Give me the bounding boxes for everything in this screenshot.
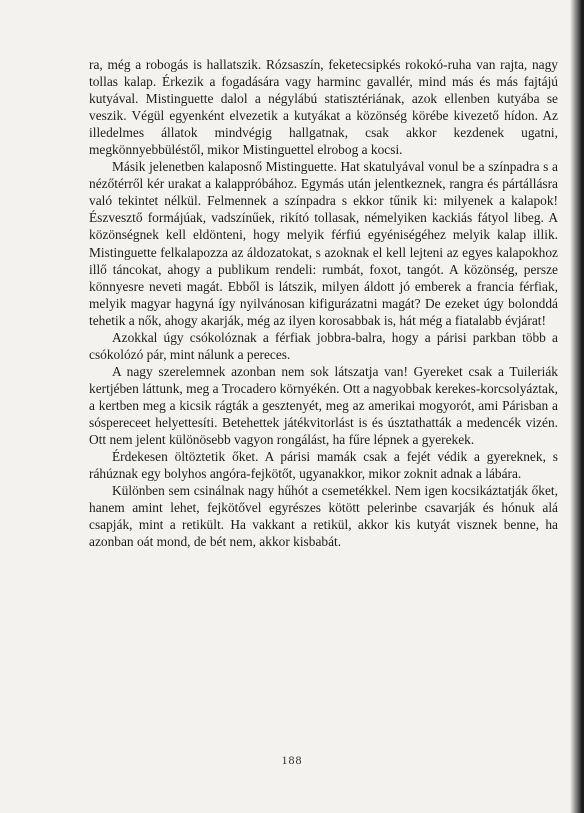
body-text	[89, 56, 558, 550]
paragraph-5: Érdekesen öltöztetik őket. A párisi mamák csak a fejét védik a gyereknek, s ráhúznak egy bolyhos angóra-fejkötőt, ugyanakkor, mikor zoknit adnak a lábára.	[89, 449, 558, 482]
book-spine-shadow	[570, 0, 584, 813]
paragraph-4: A nagy szerelemnek azonban nem sok látszatja van! Gyereket csak a Tuileriák kertjében láttunk, meg a Trocadero környékén. Ott a nagyobbak kerekes-korcsolyáztak, a kertben meg a kicsik rágták a gesztenyét, meg az amerikai mogyorót, ami Párisban a sóspereceet helyettesíti. Betehettek játékvitorlást is és úsztathatták a medencék vizén. Ott nem jelent különösebb vagyon rongálást, ha fűre lépnek a gyerekek.	[89, 363, 558, 448]
paragraph-2: Másik jelenetben kalaposnő Mistinguette. Hat skatulyával vonul be a színpadra s a nézőtérről kér urakat a kalappróbához. Egymás után jelentkeznek, rangra és pártállásra való tekintet nélkül. Felmennek a színpadra s ekkor tűnik ki: milyenek a kalapok! Észvesztő formájúak, vadszínűek, rikító tollasak, némelyiken kackiás fátyol libeg. A közönségnek kell eldönteni, hogy melyik férfiú egyéniségéhez melyik kalap illik. Mistinguette felkalapozza az áldozatokat, s azoknak el kell lejteni az egyes kalapokhoz illő táncokat, ahogy a publikum rendeli: rumbát, foxot, tangót. A közönség, persze könnyesre neveti magát. Ebből is látszik, milyen áldott jó emberek a francia férfiak, melyik magyar hagyná így nyilvánosan kifigurázatni magát? De ezeket úgy bolonddá tehetik a nők, ahogy akarják, még az ilyen korosabbak is, hát még a fiatalabb évjárat!	[89, 159, 558, 328]
paragraph-6: Különben sem csinálnak nagy hűhót a csemetékkel. Nem igen kocsikáztatják őket, hanem amint lehet, fejkötővel egyrészes kötött pelerinbe csavarják és hónuk alá csapják, mint a retikült. Ha vakkant a retikül, akkor kis kutyát visznek benne, ha azonban oát mond, de bét nem, akkor kisbabát.	[89, 483, 558, 550]
paragraph-1: ra, még a robogás is hallatszik. Rózsaszín, feketecsipkés rokokó-ruha van rajta, nagy tollas kalap. Érkezik a fogadására vagy harminc gavallér, mind más és más fajtájú kutyával. Mistinguette dalol a négylábú statisztériának, azok ellenben kutyába se veszik. Végül egyenként elvezetik a kutyákat a közönség körébe kivezető hídon. Az illedelmes állatok mindvégig hallgatnak, csak akkor kezdenek ugatni, megkönnyebbüléstől, mikor Mistinguettel elrobog a kocsi.	[89, 57, 558, 158]
page-number: 188	[281, 753, 303, 767]
paragraph-3: Azokkal úgy csókolóznak a férfiak jobbra-balra, hogy a párisi parkban több a csókolózó pár, mint nálunk a pereces.	[89, 329, 558, 362]
